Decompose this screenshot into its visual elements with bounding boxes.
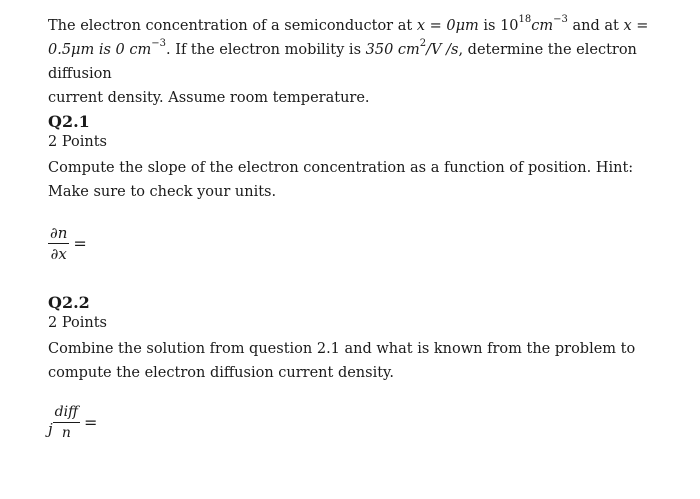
mobility-exp: 2 [419, 38, 427, 50]
question-prompt: Compute the slope of the electron concentration as a function of position. Hint: Make sure to check your units. [48, 160, 634, 200]
problem-text-end: , determine the electron diffusion [48, 42, 637, 82]
problem-text-is: is [478, 18, 501, 34]
current-density-symbol: j [48, 419, 53, 438]
subscript-fraction [53, 403, 80, 442]
fraction-numerator: diff [53, 403, 80, 423]
math-x-0: x = 0μm [416, 18, 479, 34]
problem-text: The electron concentration of a semiconductor at [48, 18, 417, 34]
question-title: Q2.1 [48, 112, 90, 131]
math-conc [500, 14, 568, 34]
question-prompt: Combine the solution from question 2.1 and what is known from the problem to compute the electron diffusion current density. [48, 341, 636, 381]
problem-text-and: and at [567, 18, 624, 34]
fraction-denominator: n [61, 425, 71, 441]
answer-expression [48, 224, 688, 263]
question-title: Q2.2 [48, 293, 90, 312]
question-points: 2 Points [48, 134, 107, 150]
problem-statement [48, 14, 688, 110]
question-2-1 [48, 112, 688, 263]
math-x-eq: x = [623, 18, 649, 34]
equals-sign: = [84, 413, 98, 432]
math-x-val-2: 0.5μm is 0 cm [48, 42, 152, 58]
mobility-unit: /V /s [426, 42, 459, 58]
problem-text-line3: current density. Assume room temperature. [48, 90, 370, 106]
conc-unit-exp: −3 [553, 14, 568, 26]
fraction-numerator: ∂n [50, 224, 68, 242]
fraction-denominator: ∂x [50, 245, 67, 263]
conc-exp: 18 [518, 14, 532, 26]
question-2-2 [48, 293, 688, 442]
math-mobility: 350 cm [365, 42, 420, 58]
equals-sign: = [73, 234, 87, 253]
question-points: 2 Points [48, 315, 107, 331]
partial-derivative-fraction [48, 224, 69, 263]
conc-base: 10 [500, 18, 519, 34]
conc2-exp: −3 [151, 38, 166, 50]
conc-unit: cm [531, 18, 554, 34]
answer-expression [48, 403, 688, 442]
problem-text-mobility: . If the electron mobility is [166, 42, 366, 58]
question-page [48, 10, 688, 442]
